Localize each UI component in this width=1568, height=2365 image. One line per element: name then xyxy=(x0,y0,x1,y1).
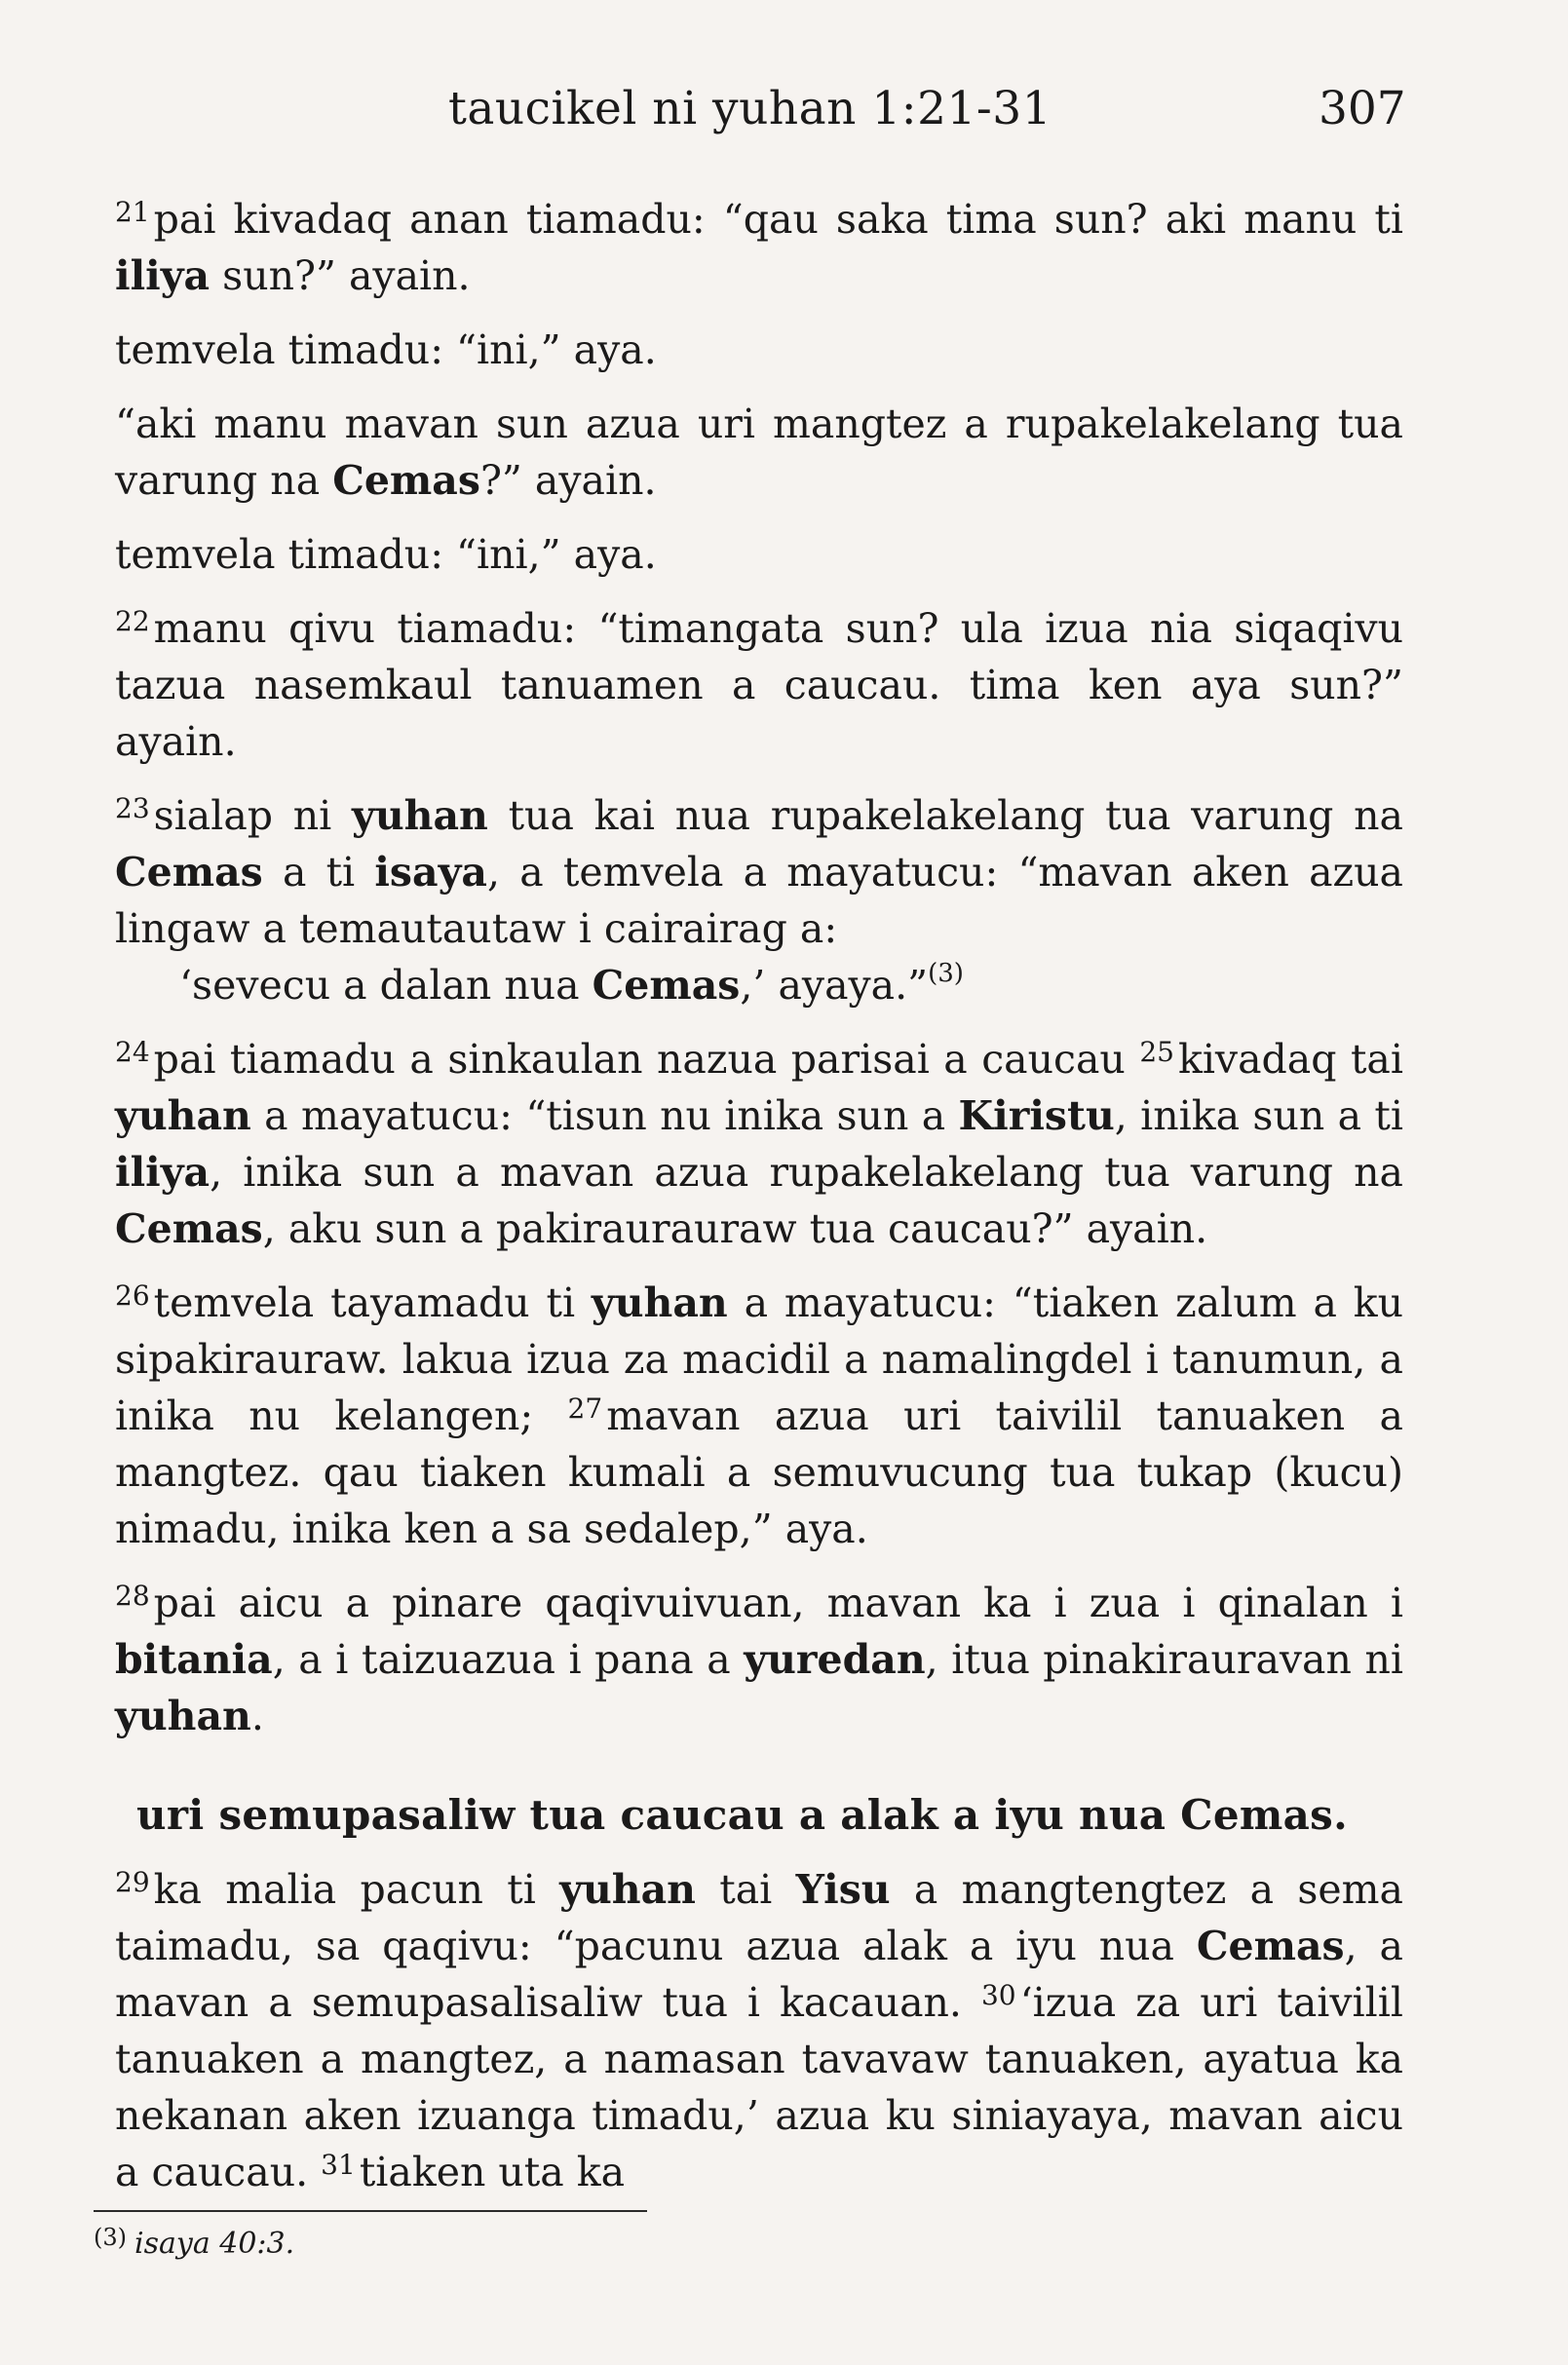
verse-paragraph: temvela timadu: “ini,” aya. xyxy=(115,531,657,578)
emphasized-name: Cemas xyxy=(115,1205,263,1252)
verse-number: 24 xyxy=(115,1036,150,1068)
verse-paragraph: $^{22}$manu qivu tiamadu: “timangata sun? ula izua nia siqaqivu tazua nasemkaul tanuamen a caucau. tima ken aya sun?” ayain. xyxy=(115,605,1403,765)
verse-number: 26 xyxy=(115,1279,150,1312)
verse-number: 31 xyxy=(321,2149,356,2181)
emphasized-name: Yisu xyxy=(795,1866,891,1913)
footnote-reference: (3) xyxy=(928,959,964,988)
emphasized-name: yuhan xyxy=(559,1866,696,1913)
emphasized-name: bitania xyxy=(115,1636,273,1683)
verse-paragraph: $^{21}$pai kivadaq anan tiamadu: “qau saka tima sun? aki manu ti iliya sun?” ayain. xyxy=(115,196,1403,299)
body-text-continued xyxy=(86,1861,1403,2200)
verse-paragraph: $^{28}$pai aicu a pinare qaqivuivuan, mavan ka i zua i qinalan i bitania, a i taizuazua i pana a yuredan, itua pinakirauravan ni yuhan. xyxy=(115,1580,1403,1739)
verse-paragraph: $^{26}$temvela tayamadu ti yuhan a mayatucu: “tiaken zalum a ku sipakirauraw. lakua izua za macidil a namalingdel i tanumun, a inika nu kelangen; $^{27}$mavan azua uri taivilil tanuaken a mangtez. qau tiaken kumali a semuvucung tua tukap (kucu) nimadu, inika ken a sa sedalep,” aya. xyxy=(115,1279,1403,1552)
running-title: taucikel ni yuhan 1:21-31 xyxy=(448,82,1052,135)
emphasized-name: Cemas xyxy=(332,457,480,504)
emphasized-name: yuhan xyxy=(591,1279,728,1326)
verse-paragraph: $^{23}$sialap ni yuhan tua kai nua rupakelakelang tua varung na Cemas a ti isaya, a temvela a mayatucu: “mavan aken azua lingaw a temautautaw i cairairag a: xyxy=(115,792,1404,952)
verse-number: 29 xyxy=(115,1866,150,1898)
emphasized-name: Cemas xyxy=(115,849,263,896)
emphasized-name: iliya xyxy=(115,1149,210,1196)
footnote-text: isaya 40:3. xyxy=(134,2227,295,2261)
verse-paragraph: temvela timadu: “ini,” aya. xyxy=(115,326,657,373)
verse-number: 30 xyxy=(980,1979,1016,2011)
verse-number: 23 xyxy=(115,792,150,824)
emphasized-name: yuredan xyxy=(744,1636,926,1683)
verse-paragraph: “aki manu mavan sun azua uri mangtez a rupakelakelang tua varung na Cemas?” ayain. xyxy=(115,401,1403,504)
verse-number: 21 xyxy=(115,196,150,228)
emphasized-name: Cemas xyxy=(1196,1923,1345,1969)
page-number: 307 xyxy=(1319,82,1406,135)
emphasized-name: Cemas xyxy=(592,962,741,1009)
footnote-mark: (3) xyxy=(94,2224,127,2251)
verse-paragraph: $^{29}$ka malia pacun ti yuhan tai Yisu a mangtengtez a sema taimadu, sa qaqivu: “pacunu azua alak a iyu nua Cemas, a mavan a semupasalisaliw tua i kacauan. $^{30}$‘izua za uri taivilil tanuaken a mangtez, a namasan tavavaw tanuaken, ayatua ka nekanan aken izuanga timadu,’ azua ku siniayaya, mavan aicu a caucau. $^{31}$tiaken uta ka xyxy=(115,1866,1403,2195)
verse-paragraph: ‘sevecu a dalan nua Cemas,’ ayaya.”$^{(3)}$ xyxy=(179,959,964,1009)
emphasized-name: Kiristu xyxy=(958,1092,1115,1139)
verse-number: 27 xyxy=(567,1392,603,1425)
body-text xyxy=(86,191,1403,1762)
emphasized-name: iliya xyxy=(115,252,210,299)
verse-number: 28 xyxy=(115,1580,150,1612)
page-header xyxy=(0,82,1568,150)
footnote-divider xyxy=(94,2210,647,2212)
section-heading: uri semupasaliw tua caucau a alak a iyu nua Cemas. xyxy=(136,1791,1349,1839)
emphasized-name: isaya xyxy=(374,849,487,896)
verse-paragraph: $^{24}$pai tiamadu a sinkaulan nazua parisai a caucau $^{25}$kivadaq tai yuhan a mayatucu: “tisun nu inika sun a Kiristu, inika sun a ti iliya, inika sun a mavan azua rupakelakelang tua varung na Cemas, aku sun a pakiraurauraw tua caucau?” ayain. xyxy=(115,1036,1403,1252)
emphasized-name: yuhan xyxy=(115,1693,251,1739)
footnote xyxy=(94,2224,294,2261)
verse-number: 22 xyxy=(115,605,150,637)
emphasized-name: yuhan xyxy=(352,792,488,839)
emphasized-name: yuhan xyxy=(115,1092,251,1139)
verse-number: 25 xyxy=(1139,1036,1174,1068)
